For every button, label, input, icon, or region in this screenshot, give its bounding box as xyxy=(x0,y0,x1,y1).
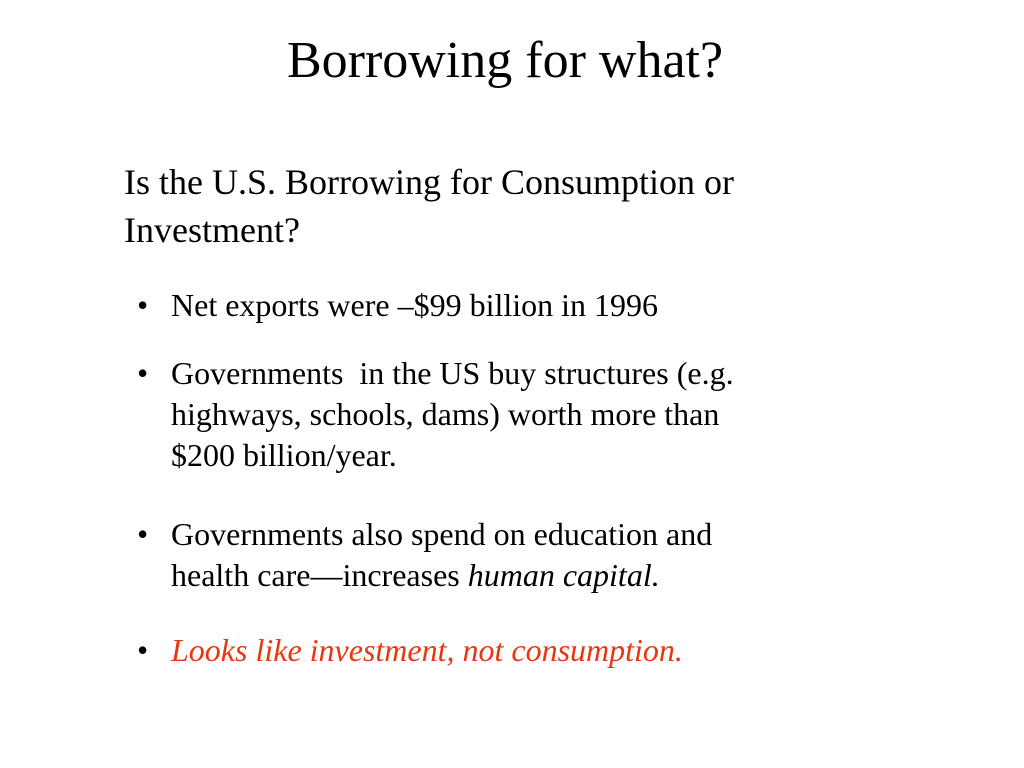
bullet-text-line xyxy=(171,555,886,596)
slide-title: Borrowing for what? xyxy=(286,32,724,89)
human-capital-emphasis: human capital. xyxy=(467,557,660,593)
bullet-text-highlight: Looks like investment, not consumption. xyxy=(171,632,683,668)
bullet-text-line: $200 billion/year. xyxy=(171,437,397,473)
intro-line-2: Investment? xyxy=(124,210,300,250)
bullet-icon: • xyxy=(137,516,149,552)
bullet-text-line: highways, schools, dams) worth more than xyxy=(171,396,720,432)
bullet-text-line: Governments also spend on education and xyxy=(171,516,713,552)
bullet-text-line: Governments in the US buy structures (e.g. xyxy=(171,355,734,391)
bullet-text: Net exports were –$99 billion in 1996 xyxy=(171,287,659,323)
bullet-text xyxy=(171,353,886,476)
bullet-icon: • xyxy=(137,632,149,668)
intro-question xyxy=(124,158,924,254)
intro-line-1: Is the U.S. Borrowing for Consumption or xyxy=(124,162,734,202)
bullet-icon: • xyxy=(137,355,149,391)
bullet-text xyxy=(171,514,886,596)
bullet-text-prefix: health care—increases xyxy=(171,557,468,593)
bullet-icon: • xyxy=(137,287,149,323)
